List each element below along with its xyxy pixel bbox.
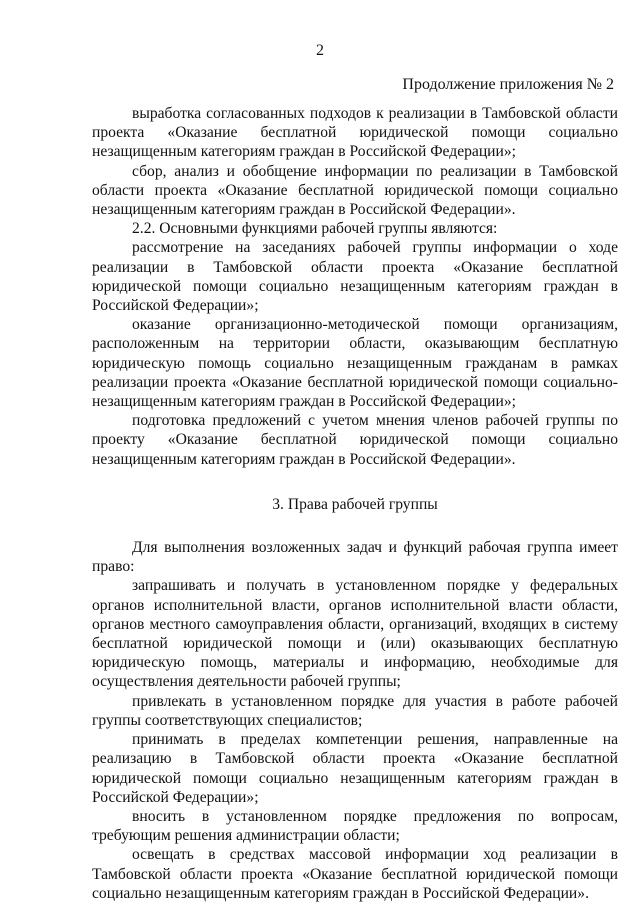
paragraph: вносить в установленном порядке предложения по вопросам, требующим решения администрации области; (92, 807, 618, 845)
paragraph: освещать в средствах массовой информации ход реализации в Тамбовской области проекта «Оказание бесплатной юридической помощи социально незащищенным категориям граждан в Российской Федерации». (92, 846, 618, 902)
paragraph: 2.2. Основными функциями рабочей группы являются: (132, 220, 498, 238)
document-body (92, 104, 618, 903)
paragraph: подготовка предложений с учетом мнения членов рабочей группы по проекту «Оказание бесплатной юридической помощи социально незащищенным категориям граждан в Российской Федерации». (92, 412, 618, 468)
paragraph: сбор, анализ и обобщение информации по реализации в Тамбовской области проекта «Оказание бесплатной юридической помощи социально незащищенным категориям граждан в Российской Федерации». (92, 162, 618, 219)
paragraph: привлекать в установленном порядке для участия в работе рабочей группы соответствующих специалистов; (92, 692, 618, 729)
paragraph: Для выполнения возложенных задач и функций рабочая группа имеет право: (92, 539, 618, 576)
section-heading: 3. Права рабочей группы (272, 495, 438, 513)
paragraph: рассмотрение на заседаниях рабочей группы информации о ходе реализации в Тамбовской области проекта «Оказание бесплатной юридической помощи социально незащищенным категориям граждан в Российской Федерации»; (92, 239, 618, 315)
page-number: 2 (316, 42, 324, 59)
paragraph: запрашивать и получать в установленном порядке у федеральных органов исполнительной власти, органов исполнительной власти области, органов местного самоуправления области, организаций, входящих в систему бесплатной юридической помощи и (или) оказывающих бесплатную юридическую помощь, материалы и информацию, необходимые для осуществления деятельности рабочей группы; (92, 577, 618, 691)
appendix-continuation-label: Продолжение приложения № 2 (402, 76, 614, 93)
paragraph: оказание организационно-методической помощи организациям, расположенным на территории области, оказывающим бесплатную юридическую помощь социально незащищенным гражданам в рамках реализации проекта «Оказание бесплатной юридической помощи социально-незащищенным категориям граждан в Российской Федерации»; (92, 316, 618, 411)
paragraph: выработка согласованных подходов к реализации в Тамбовской области проекта «Оказание бесплатной юридической помощи социально незащищенным категориям граждан в Российской Федерации»; (92, 105, 618, 161)
paragraph: принимать в пределах компетенции решения, направленные на реализацию в Тамбовской области проекта «Оказание бесплатной юридической помощи социально незащищенным категориям граждан в Российской Федерации»; (92, 731, 618, 806)
